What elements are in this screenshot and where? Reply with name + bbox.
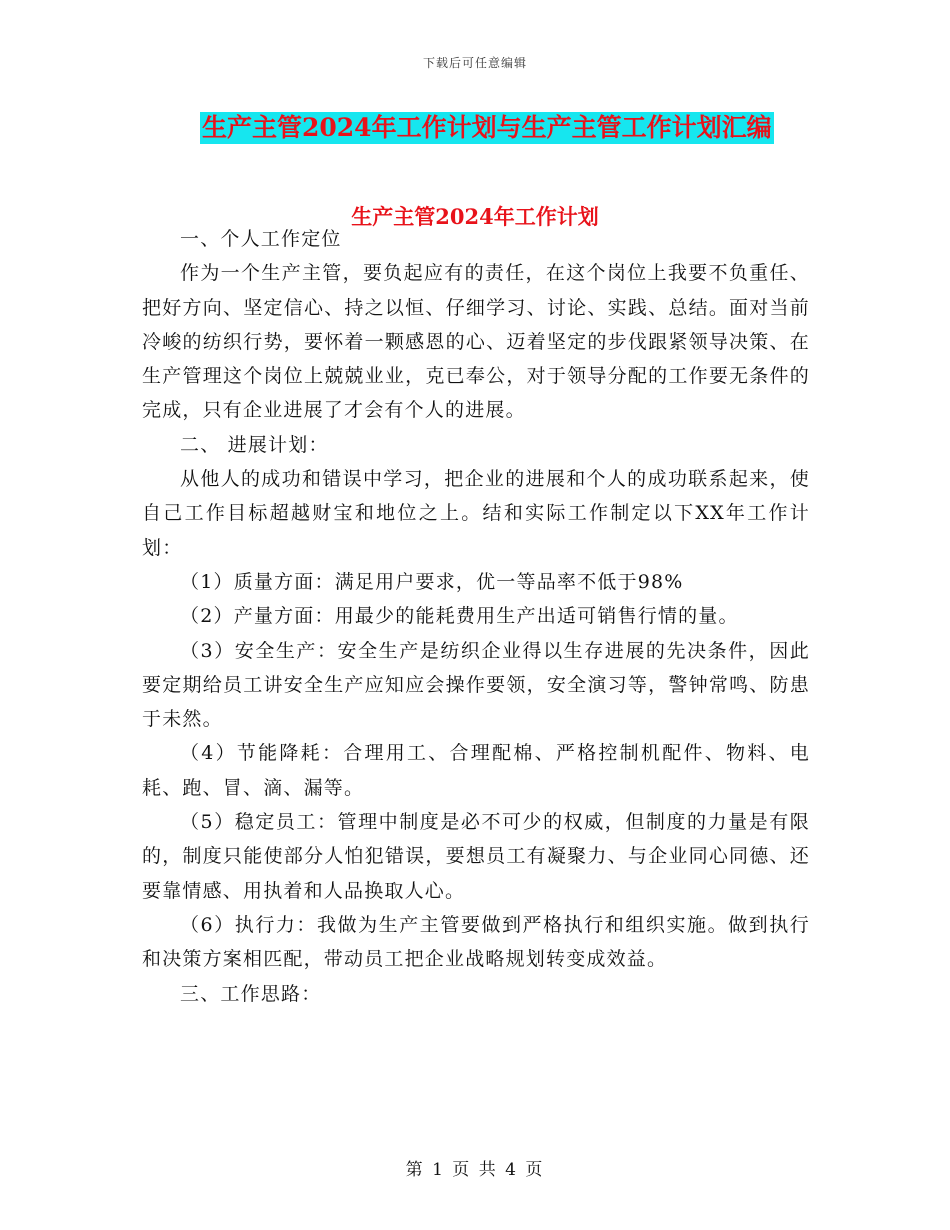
list-item-quality: （1）质量方面：满足用户要求，优一等品率不低于98% <box>180 570 684 593</box>
document-title-container <box>200 112 798 144</box>
paragraph-plan-intro: 从他人的成功和错误中学习，把企业的进展和个人的成功联系起来，使自己工作目标超越财宝和地位之上。结和实际工作制定以下XX年工作计划： <box>142 468 810 559</box>
section-title: 生产主管2024年工作计划 <box>351 204 599 229</box>
list-item-energy-saving: （4）节能降耗：合理用工、合理配棉、严格控制机配件、物料、电耗、跑、冒、滴、漏等。 <box>142 742 810 799</box>
heading-development-plan: 二、 进展计划： <box>180 433 329 456</box>
heading-work-ideas: 三、工作思路： <box>180 982 322 1005</box>
list-item-output: （2）产量方面：用最少的能耗费用生产出适可销售行情的量。 <box>180 605 739 628</box>
page-header-note: 下载后可任意编辑 <box>422 56 527 70</box>
document-title: 生产主管2024年工作计划与生产主管工作计划汇编 <box>202 113 772 142</box>
document-body <box>142 222 810 1011</box>
page-number: 第 1 页 共 4 页 <box>405 1160 545 1180</box>
heading-personal-positioning: 一、个人工作定位 <box>180 228 342 250</box>
list-item-execution: （6）执行力：我做为生产主管要做到严格执行和组织实施。做到执行和决策方案相匹配，带动员工把企业战略规划转变成效益。 <box>142 913 810 971</box>
list-item-stable-staff: （5）稳定员工：管理中制度是必不可少的权威，但制度的力量是有限的，制度只能使部分人怕犯错误，要想员工有凝聚力、与企业同心同德、还要靠情感、用执着和人品换取人心。 <box>142 811 810 902</box>
paragraph-positioning-text: 作为一个生产主管，要负起应有的责任，在这个岗位上我要不负重任、把好方向、坚定信心、持之以恒、仔细学习、讨论、实践、总结。面对当前冷峻的纺织行势，要怀着一颗感恩的心、迈着坚定的步伐跟紧领导决策、在生产管理这个岗位上兢兢业业，克已奉公，对于领导分配的工作要无条件的完成，只有企业进展了才会有个人的进展。 <box>142 262 810 422</box>
list-item-safety: （3）安全生产：安全生产是纺织企业得以生存进展的先决条件，因此要定期给员工讲安全生产应知应会操作要领，安全演习等，警钟常鸣、防患于未然。 <box>142 639 810 731</box>
